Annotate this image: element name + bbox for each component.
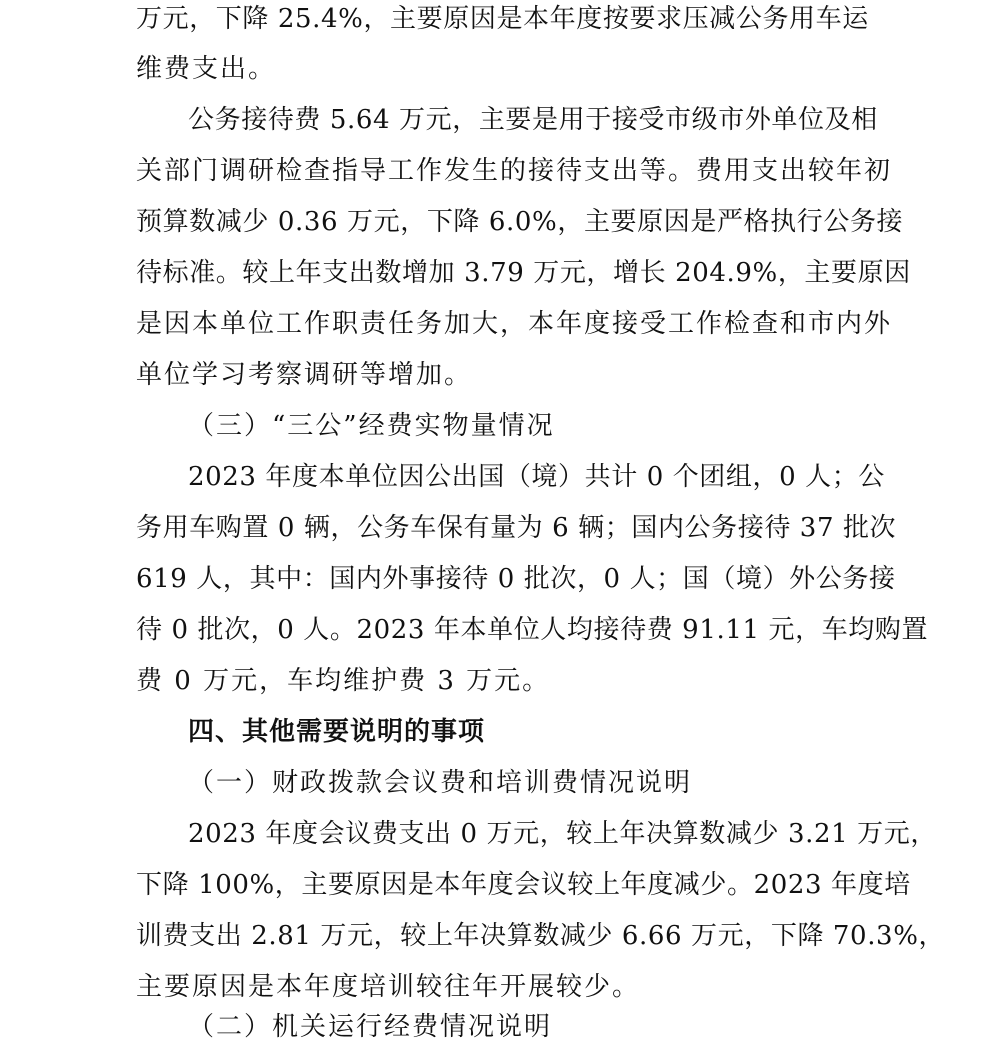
subsection-heading: （三）“三公”经费实物量情况 xyxy=(188,411,555,441)
body-text-line: 主要原因是本年度培训较往年开展较少。 xyxy=(136,972,641,1002)
subsection-heading: （一）财政拨款会议费和培训费情况说明 xyxy=(188,768,693,798)
subsection-heading: （二）机关运行经费情况说明 xyxy=(188,1012,553,1042)
body-text-line: 训费支出 2.81 万元，较上年决算数减少 6.66 万元，下降 70.3%， xyxy=(136,921,946,951)
body-text-line: 公务接待费 5.64 万元，主要是用于接受市级市外单位及相 xyxy=(188,105,878,135)
body-text-line: 单位学习考察调研等增加。 xyxy=(136,360,473,390)
body-text-line: 关部门调研检查指导工作发生的接待支出等。费用支出较年初 xyxy=(136,156,893,186)
body-text-line: 是因本单位工作职责任务加大，本年度接受工作检查和市内外 xyxy=(136,309,893,339)
body-text-line: 2023 年度本单位因公出国（境）共计 0 个团组，0 人；公 xyxy=(188,462,885,492)
body-text-line: 619 人，其中：国内外事接待 0 批次，0 人；国（境）外公务接 xyxy=(136,564,896,594)
body-text-line: 务用车购置 0 辆，公务车保有量为 6 辆；国内公务接待 37 批次 xyxy=(136,513,897,543)
body-text-line: 万元，下降 25.4%，主要原因是本年度按要求压减公务用车运 xyxy=(136,4,869,34)
body-text-line: 费 0 万元，车均维护费 3 万元。 xyxy=(136,666,551,696)
body-text-line: 预算数减少 0.36 万元，下降 6.0%，主要原因是严格执行公务接 xyxy=(136,207,904,237)
body-text-line: 待 0 批次，0 人。2023 年本单位人均接待费 91.11 元，车均购置 xyxy=(136,615,929,645)
body-text-line: 2023 年度会议费支出 0 万元，较上年决算数减少 3.21 万元， xyxy=(188,819,937,849)
body-text-line: 维费支出。 xyxy=(136,54,277,84)
section-heading: 四、其他需要说明的事项 xyxy=(188,717,486,747)
body-text-line: 待标准。较上年支出数增加 3.79 万元，增长 204.9%，主要原因 xyxy=(136,258,911,288)
body-text-line: 下降 100%，主要原因是本年度会议较上年度减少。2023 年度培 xyxy=(136,870,911,900)
